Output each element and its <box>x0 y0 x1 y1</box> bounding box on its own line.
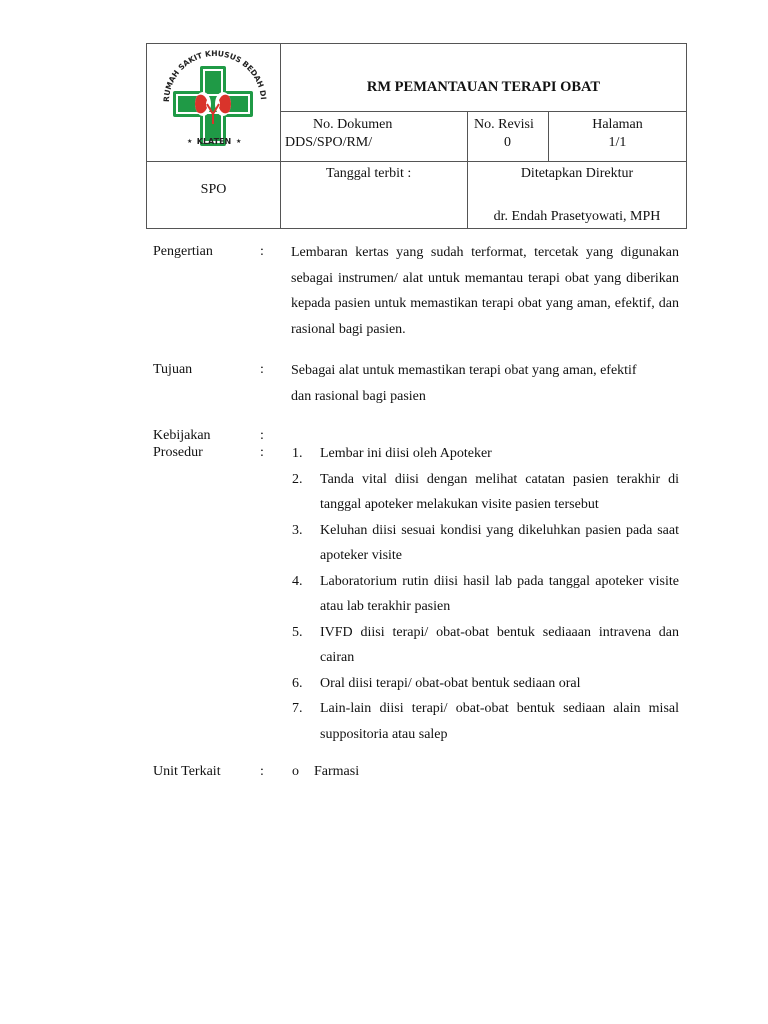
director-name: dr. Endah Prasetyowati, MPH <box>493 209 661 224</box>
approved-by-label: Ditetapkan Direktur <box>520 166 634 181</box>
step-number: 7. <box>292 701 303 716</box>
logo-city-text: KLATEN <box>196 137 232 146</box>
procedure-step <box>291 569 679 620</box>
procedure-step <box>291 467 679 518</box>
title-cell <box>280 43 687 112</box>
step-text: Keluhan diisi sesuai kondisi yang dikeluhkan pasien pada saat apoteker visite <box>320 522 679 563</box>
section-colon: : <box>260 428 264 443</box>
step-text: Lain-lain diisi terapi/ obat-obat bentuk sediaan alain misal suppositoria atau salep <box>320 701 679 742</box>
bullet-icon: o <box>292 764 299 779</box>
issue-date-cell <box>280 161 468 229</box>
document-title: RM PEMANTAUAN TERAPI OBAT <box>366 79 601 95</box>
logo-cell <box>146 43 281 162</box>
section-colon: : <box>260 445 264 460</box>
logo-arc-text: RUMAH SAKIT KHUSUS BEDAH DI <box>161 48 268 103</box>
section-colon: : <box>260 244 264 259</box>
spo-cell <box>146 161 281 229</box>
procedure-step <box>291 696 679 747</box>
doc-number-cell <box>280 111 468 162</box>
step-text: Tanda vital diisi dengan melihat catatan pasien terakhir di tanggal apoteker melakukan visite pasien tersebut <box>320 471 679 512</box>
page-label: Halaman <box>592 117 643 132</box>
doc-number-label: No. Dokumen <box>313 117 393 132</box>
revision-cell <box>467 111 549 162</box>
step-text: Laboratorium rutin diisi hasil lab pada tanggal apoteker visite atau lab terakhir pasien <box>320 573 679 614</box>
section-label-prosedur: Prosedur <box>153 445 203 460</box>
section-text-tujuan <box>291 358 681 409</box>
section-label-kebijakan: Kebijakan <box>153 428 211 443</box>
logo-star-icon: ★ <box>187 138 193 145</box>
procedure-step <box>291 518 679 569</box>
hospital-logo <box>147 44 280 161</box>
step-text: Lembar ini diisi oleh Apoteker <box>320 446 492 461</box>
step-text: Oral diisi terapi/ obat-obat bentuk sediaan oral <box>320 675 581 691</box>
doc-number-value: DDS/SPO/RM/ <box>285 135 373 150</box>
tujuan-line: dan rasional bagi pasien <box>291 388 426 404</box>
procedure-list <box>291 441 679 747</box>
step-number: 4. <box>292 573 303 589</box>
page-cell <box>548 111 687 162</box>
page-value: 1/1 <box>608 135 627 150</box>
document-header-table <box>146 43 687 229</box>
step-number: 3. <box>292 522 303 538</box>
step-number: 6. <box>292 675 303 691</box>
tujuan-line: Sebagai alat untuk memastikan terapi obat yang aman, efektif <box>291 363 637 378</box>
revision-value: 0 <box>504 135 511 150</box>
procedure-step <box>291 671 679 697</box>
related-unit-item: Farmasi <box>314 764 360 779</box>
section-colon: : <box>260 362 264 377</box>
step-number: 1. <box>292 446 303 461</box>
procedure-step <box>291 620 679 671</box>
green-cross-icon <box>173 66 253 146</box>
procedure-step <box>291 441 679 467</box>
step-number: 2. <box>292 471 303 487</box>
logo-star-icon: ★ <box>236 138 242 145</box>
section-text-pengertian: Lembaran kertas yang sudah terformat, tercetak yang digunakan sebagai instrumen/ alat untuk memantau terapi obat yang diberikan kepada pasien untuk memastikan terapi obat yang aman, efektif, dan rasional bagi pasien. <box>291 245 679 337</box>
section-label-pengertian: Pengertian <box>153 244 213 259</box>
section-label-tujuan: Tujuan <box>153 362 193 377</box>
section-label-unit-terkait: Unit Terkait <box>153 764 221 779</box>
step-text: IVFD diisi terapi/ obat-obat bentuk sediaaan intravena dan cairan <box>320 624 679 665</box>
step-number: 5. <box>292 624 303 640</box>
section-colon: : <box>260 764 264 779</box>
spo-label: SPO <box>200 182 227 197</box>
issue-date-label: Tanggal terbit : <box>326 166 412 181</box>
revision-label: No. Revisi <box>474 117 534 132</box>
director-cell <box>467 161 687 229</box>
